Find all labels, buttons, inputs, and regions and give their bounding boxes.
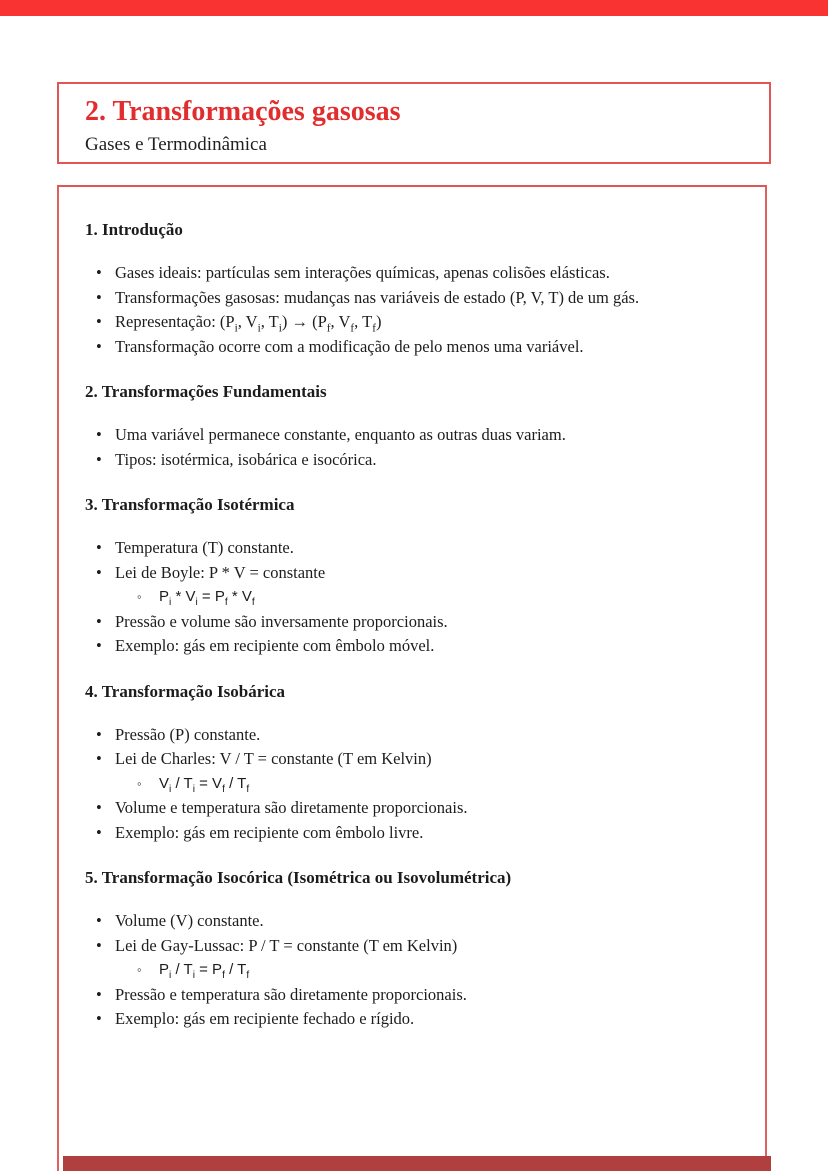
bullet-icon: ◦ bbox=[137, 962, 142, 977]
formula-text: $P_i * V_i = P_f * V_f$ bbox=[159, 588, 255, 608]
section-heading: 5. Transformação Isocórica (Isométrica ou Isovolumétrica) bbox=[85, 868, 512, 887]
list-item bbox=[85, 1007, 739, 1032]
sub-bullet-list bbox=[115, 772, 739, 797]
list-item-text: Exemplo: gás em recipiente fechado e rígido. bbox=[115, 1009, 415, 1028]
bullet-icon: • bbox=[96, 263, 102, 282]
page-title: 2. Transformações gasosas bbox=[85, 96, 401, 127]
section bbox=[85, 680, 739, 846]
list-item-text: Pressão e temperatura são diretamente proporcionais. bbox=[115, 984, 467, 1004]
bullet-icon: ◦ bbox=[137, 589, 142, 604]
bullet-icon: • bbox=[96, 336, 102, 356]
content-card bbox=[57, 185, 767, 1171]
formula-text: $P_i / T_i = P_f / T_f$ bbox=[159, 961, 250, 981]
list-item bbox=[85, 634, 739, 659]
bullet-icon: • bbox=[96, 749, 102, 768]
list-item bbox=[85, 723, 739, 748]
bullet-icon: • bbox=[96, 449, 102, 469]
footer-accent-bar bbox=[63, 1156, 771, 1171]
list-item-text: Volume e temperatura são diretamente proporcionais. bbox=[115, 798, 468, 817]
list-item bbox=[85, 610, 739, 635]
bullet-icon: • bbox=[96, 798, 102, 817]
bullet-icon: • bbox=[96, 312, 102, 331]
section-heading: 1. Introdução bbox=[85, 220, 183, 239]
list-item-text: Temperatura (T) constante. bbox=[115, 538, 294, 557]
section bbox=[85, 218, 739, 359]
list-item bbox=[85, 423, 739, 448]
list-item bbox=[85, 747, 739, 796]
sections-container bbox=[85, 218, 739, 1032]
list-item-text: Uma variável permanece constante, enquanto as outras duas variam. bbox=[115, 425, 566, 444]
sub-bullet-list bbox=[115, 585, 739, 610]
bullet-icon: • bbox=[96, 822, 102, 842]
list-item-text: Transformação ocorre com a modificação de pelo menos uma variável. bbox=[115, 336, 584, 356]
sub-bullet-list bbox=[115, 958, 739, 983]
bullet-icon: • bbox=[96, 287, 102, 307]
list-item-text: Lei de Boyle: P * V = constante bbox=[115, 562, 326, 582]
list-item bbox=[85, 934, 739, 983]
bullet-list bbox=[85, 723, 739, 846]
top-accent-bar bbox=[0, 0, 828, 16]
list-item bbox=[85, 909, 739, 934]
list-item-text: Pressão e volume são inversamente proporcionais. bbox=[115, 611, 448, 631]
list-item-text: Representação: ($P_i$, $V_i$, $T_i) \to (P_f$, $V_f$, $T_f$) bbox=[115, 312, 382, 335]
list-item-text: Exemplo: gás em recipiente com êmbolo móvel. bbox=[115, 636, 435, 655]
list-item-text: Lei de Gay-Lussac: P / T = constante (T em Kelvin) bbox=[115, 935, 458, 955]
section-heading: 2. Transformações Fundamentais bbox=[85, 382, 327, 401]
list-item bbox=[85, 261, 739, 286]
list-item-text: Transformações gasosas: mudanças nas variáveis de estado (P, V, T) de um gás. bbox=[115, 287, 640, 307]
list-item bbox=[85, 310, 739, 335]
list-item-text: Lei de Charles: V / T = constante (T em Kelvin) bbox=[115, 749, 432, 768]
section bbox=[85, 380, 739, 472]
bullet-list bbox=[85, 261, 739, 359]
bullet-icon: • bbox=[96, 1009, 102, 1028]
bullet-icon: • bbox=[96, 984, 102, 1004]
list-item-text: Gases ideais: partículas sem interações químicas, apenas colisões elásticas. bbox=[115, 263, 610, 282]
section-heading: 4. Transformação Isobárica bbox=[85, 681, 286, 701]
title-card bbox=[57, 82, 771, 164]
bullet-list bbox=[85, 909, 739, 1032]
bullet-icon: • bbox=[96, 724, 102, 744]
list-item bbox=[85, 561, 739, 610]
sub-list-item bbox=[115, 772, 739, 797]
bullet-icon: • bbox=[96, 562, 102, 582]
list-item bbox=[85, 335, 739, 360]
bullet-icon: • bbox=[96, 935, 102, 955]
section-heading: 3. Transformação Isotérmica bbox=[85, 495, 295, 514]
list-item-text: Exemplo: gás em recipiente com êmbolo livre. bbox=[115, 822, 424, 842]
sub-list-item bbox=[115, 958, 739, 983]
bullet-list bbox=[85, 423, 739, 472]
section bbox=[85, 866, 739, 1032]
bullet-icon: • bbox=[96, 636, 102, 655]
formula-text: $V_i / T_i = V_f / T_f$ bbox=[159, 774, 250, 795]
list-item bbox=[85, 286, 739, 311]
list-item-text: Tipos: isotérmica, isobárica e isocórica. bbox=[115, 449, 377, 469]
page-subtitle: Gases e Termodinâmica bbox=[85, 134, 267, 155]
list-item bbox=[85, 448, 739, 473]
list-item bbox=[85, 821, 739, 846]
section bbox=[85, 493, 739, 659]
list-item-text: Volume (V) constante. bbox=[115, 911, 264, 930]
bullet-icon: • bbox=[96, 425, 102, 444]
list-item bbox=[85, 983, 739, 1008]
bullet-icon: • bbox=[96, 911, 102, 930]
bullet-list bbox=[85, 536, 739, 659]
bullet-icon: • bbox=[96, 611, 102, 631]
list-item-text: Pressão (P) constante. bbox=[115, 724, 261, 744]
bullet-icon: ◦ bbox=[137, 775, 142, 791]
bullet-icon: • bbox=[96, 538, 102, 557]
list-item bbox=[85, 796, 739, 821]
list-item bbox=[85, 536, 739, 561]
sub-list-item bbox=[115, 585, 739, 610]
